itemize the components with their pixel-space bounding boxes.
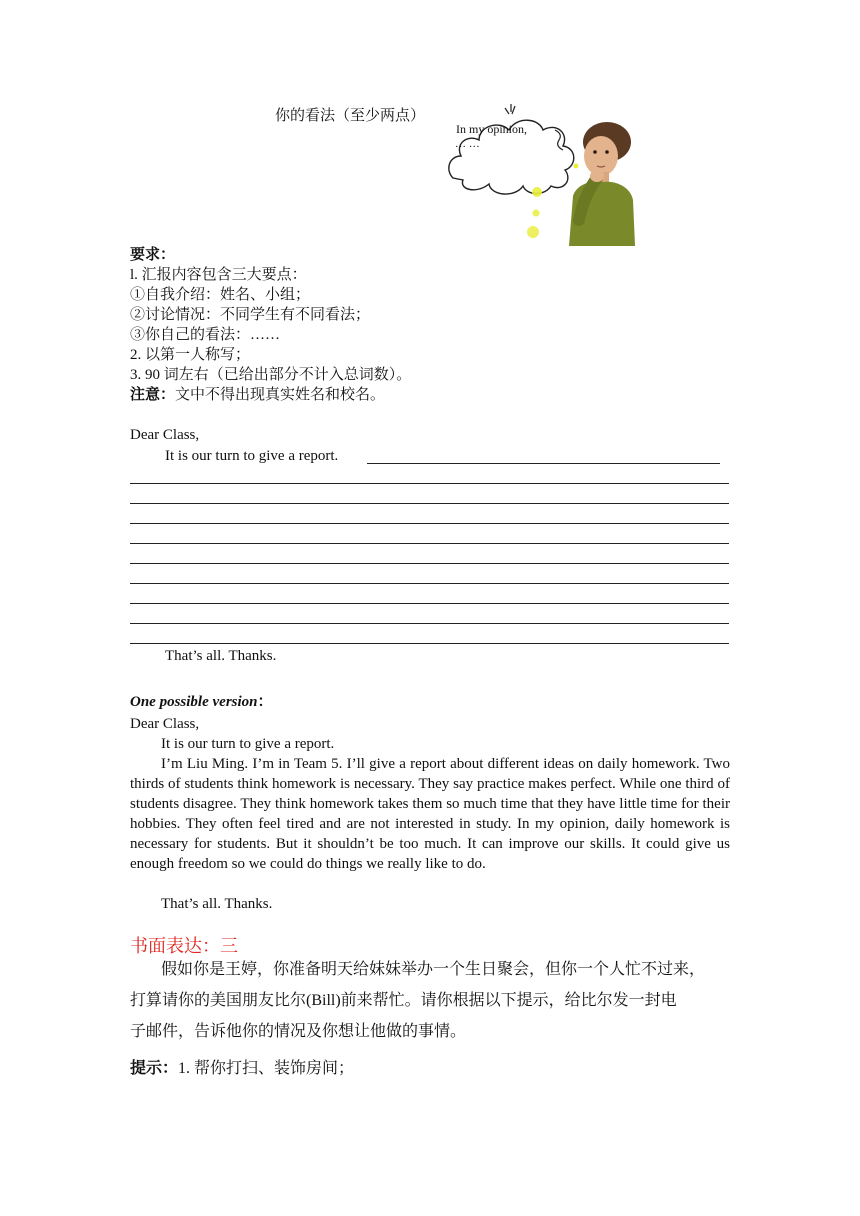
- thinking-boy-illustration: [445, 100, 635, 246]
- answer-line[interactable]: [130, 623, 729, 624]
- bubble-text: In my opinion,: [456, 122, 527, 136]
- letter-closing: That’s all. Thanks.: [165, 648, 277, 664]
- section-text-line: 假如你是王婷，你准备明天给妹妹举办一个生日聚会，但你一个人忙不过来，: [161, 961, 706, 978]
- answer-line[interactable]: [130, 563, 729, 564]
- sample-first-line: It is our turn to give a report.: [161, 736, 335, 752]
- sample-heading: [130, 692, 273, 712]
- hint-text: 1. 帮你打扫、装饰房间；: [178, 1060, 355, 1077]
- requirement-item: l. 汇报内容包含三大要点：: [130, 267, 307, 283]
- letter-first-line: It is our turn to give a report.: [165, 448, 339, 464]
- answer-line[interactable]: [130, 643, 729, 644]
- note-line: [130, 385, 385, 405]
- section-text-line: 打算请你的美国朋友比尔(Bill)前来帮忙。请你根据以下提示，给比尔发一封电: [130, 992, 677, 1009]
- hint-line: [130, 1057, 354, 1081]
- note-text: 文中不得出现真实姓名和校名。: [175, 387, 386, 403]
- sample-heading-text: One possible version: [130, 694, 258, 710]
- requirement-item: ③你自己的看法：……: [130, 327, 281, 343]
- hint-label: 提示：: [130, 1060, 179, 1077]
- requirement-item: 2. 以第一人称写；: [130, 347, 251, 363]
- answer-line[interactable]: [130, 583, 729, 584]
- answer-line[interactable]: [130, 523, 729, 524]
- answer-line[interactable]: [130, 483, 729, 484]
- section-title: 书面表达：三: [130, 936, 238, 956]
- bubble-dots: … …: [455, 138, 480, 150]
- sample-body: I’m Liu Ming. I’m in Team 5. I’ll give a report about different ideas on daily homework. Two thirds of students think homework is necessary. They say practice makes perfect. While one third of students disagree. They think homework takes them so much time that they have little time for their hobbies. They often feel tired and are not interested in study. In my opinion, daily homework is necessary for students. But it shouldn’t be too much. It can improve our skills. It could give us enough freedom so we could do things we really like to do.: [130, 756, 730, 872]
- requirements-label: 要求：: [130, 247, 176, 263]
- sample-salutation: Dear Class,: [130, 716, 200, 732]
- sample-heading-colon: ：: [257, 694, 273, 710]
- note-label: 注意：: [130, 387, 176, 403]
- section-text-line: 子邮件，告诉他你的情况及你想让他做的事情。: [130, 1023, 467, 1040]
- sample-closing: That’s all. Thanks.: [161, 896, 273, 912]
- requirement-item: ②讨论情况：不同学生有不同看法；: [130, 307, 371, 323]
- requirement-item: 3. 90 词左右（已给出部分不计入总词数）。: [130, 367, 412, 383]
- answer-line[interactable]: [367, 463, 720, 464]
- opinion-heading: 你的看法（至少两点）: [275, 108, 426, 124]
- answer-line[interactable]: [130, 503, 729, 504]
- answer-line[interactable]: [130, 603, 729, 604]
- requirement-item: ①自我介绍：姓名、小组；: [130, 287, 311, 303]
- answer-line[interactable]: [130, 543, 729, 544]
- letter-salutation: Dear Class,: [130, 427, 200, 443]
